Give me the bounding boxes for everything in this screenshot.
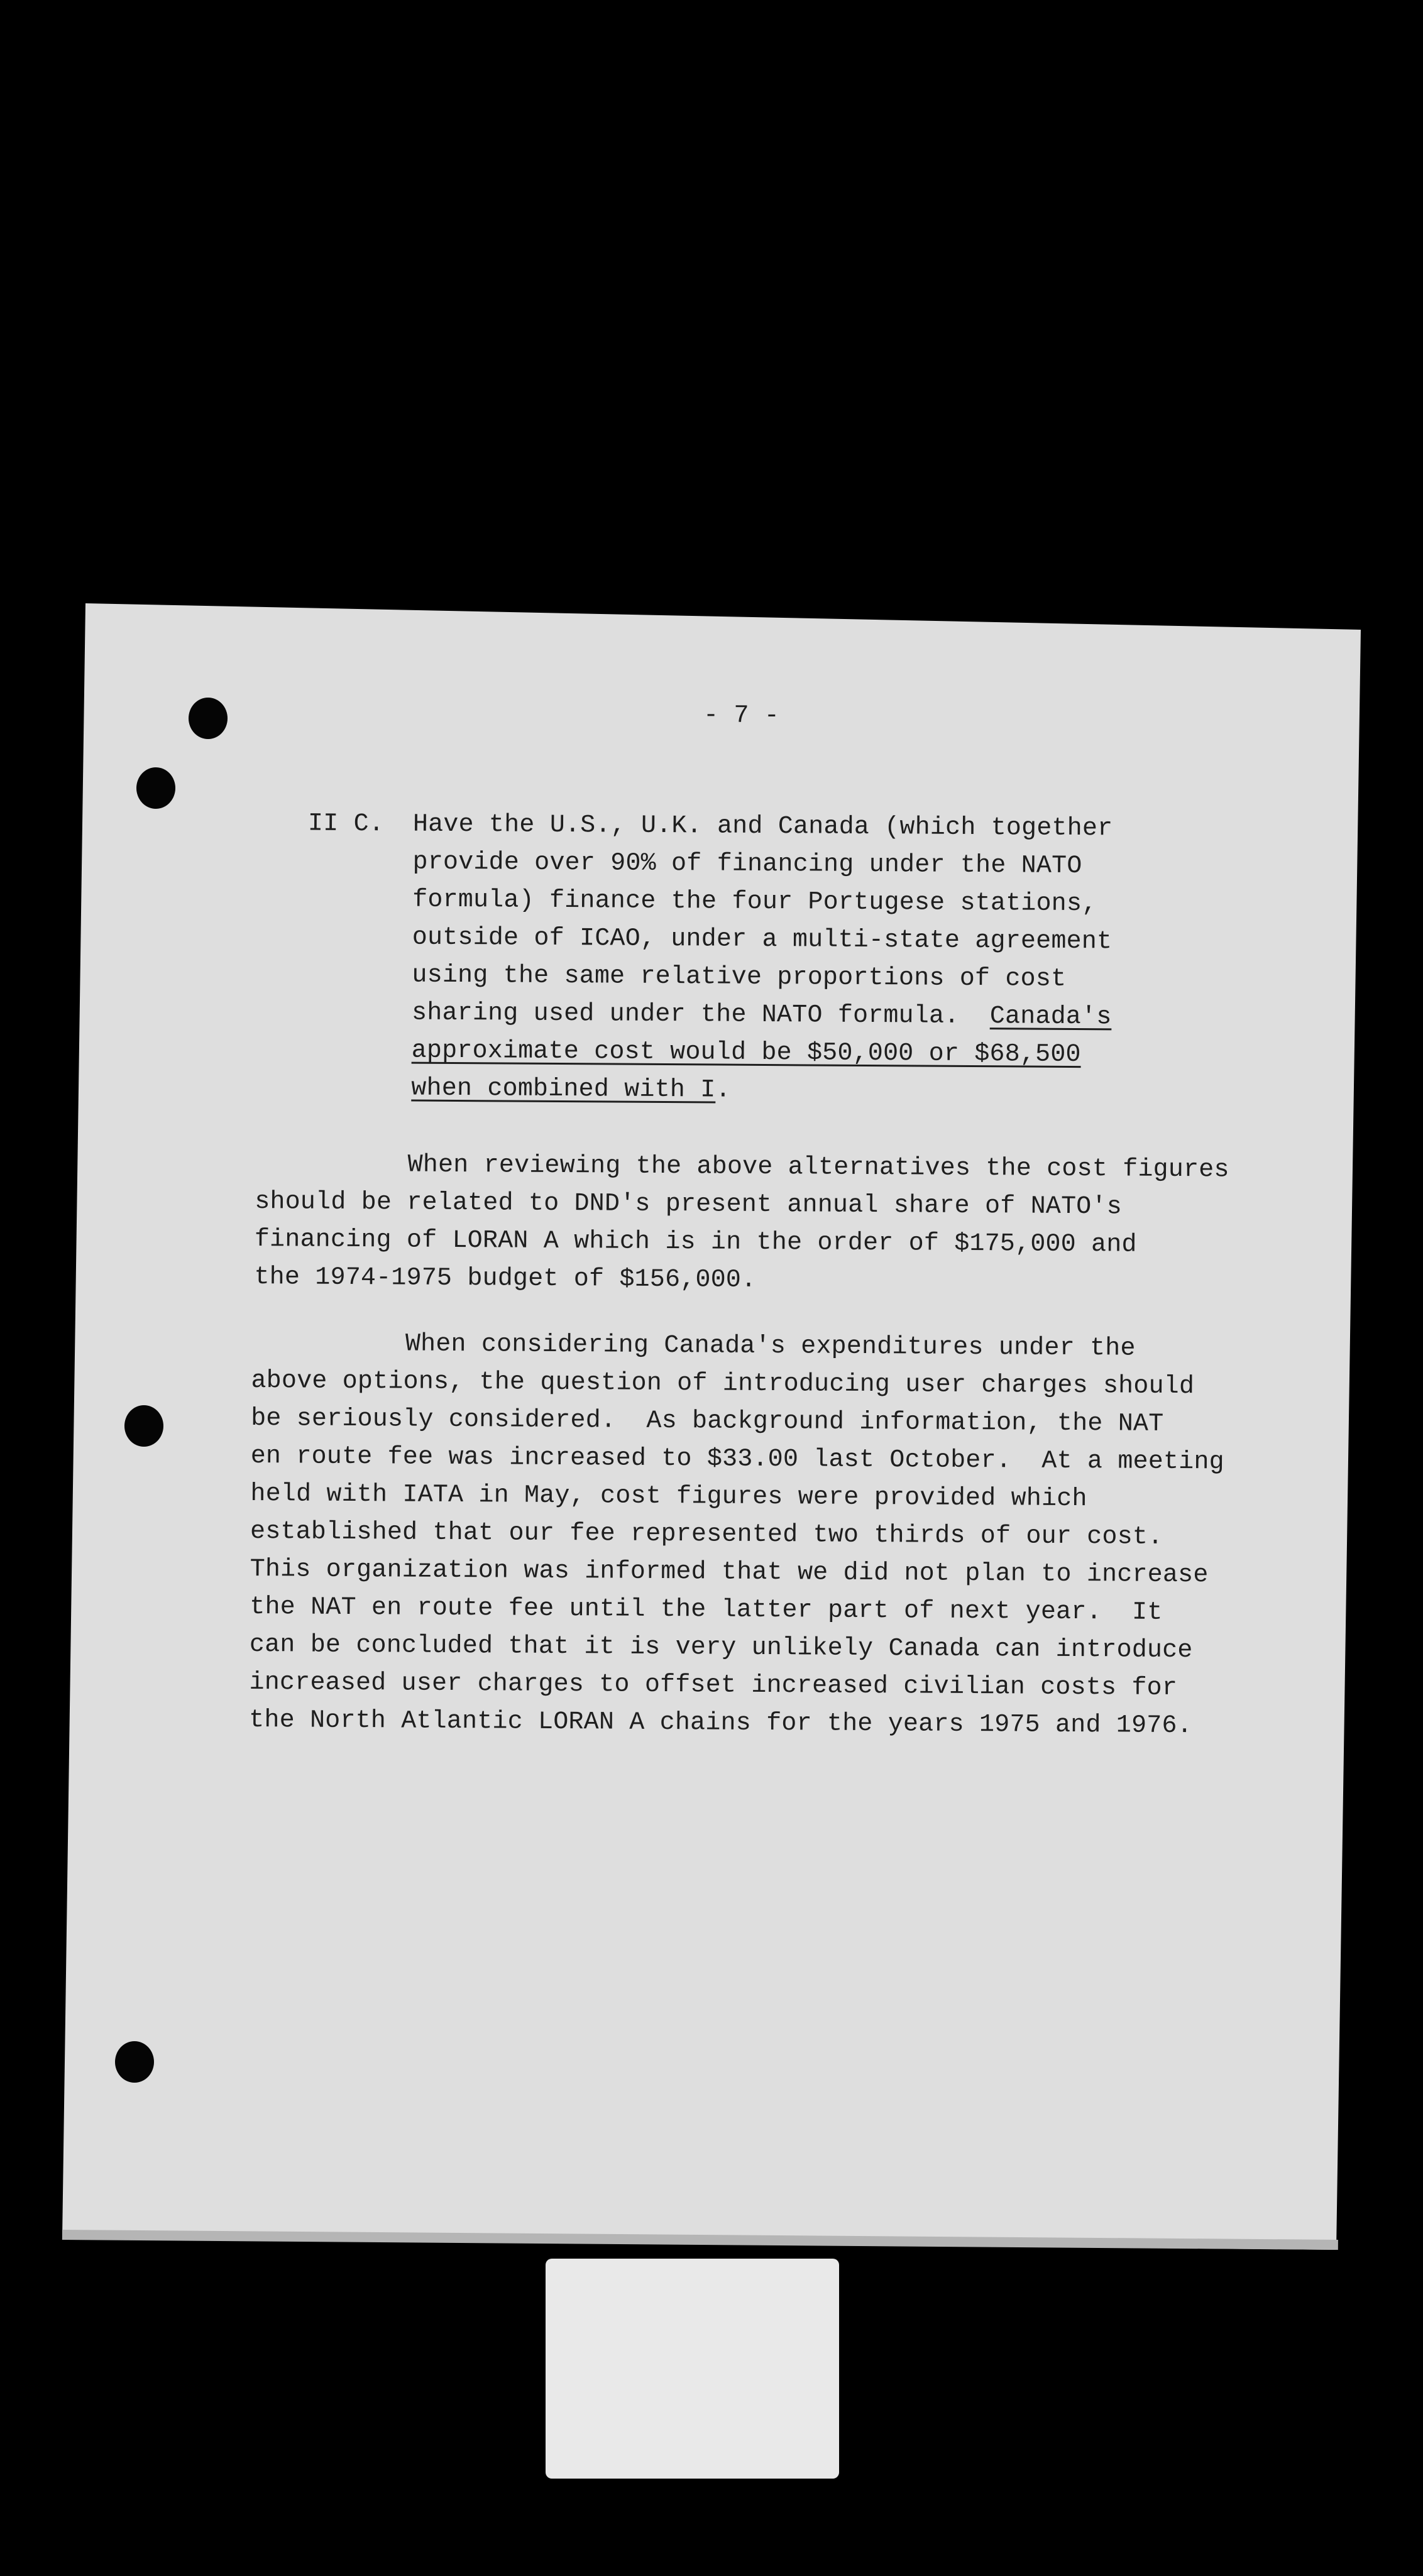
section-line: using the same relative proportions of cost bbox=[412, 961, 1067, 994]
paragraph-line: can be concluded that it is very unlikely Canada can introduce bbox=[249, 1631, 1193, 1665]
section-text: sharing used under the NATO formula. bbox=[411, 999, 990, 1031]
paragraph-line: en route fee was increased to $33.00 last October. At a meeting bbox=[250, 1442, 1224, 1477]
paragraph-line: held with IATA in May, cost figures were provided which bbox=[250, 1480, 1087, 1514]
underlined-text: approximate cost would be $50,000 or $68,500 bbox=[411, 1036, 1081, 1070]
paragraph-line: established that our fee represented two thirds of our cost. bbox=[250, 1518, 1163, 1552]
underlined-text: when combined with I bbox=[411, 1074, 716, 1105]
section-line bbox=[411, 1075, 731, 1105]
paragraph-line: be seriously considered. As background information, the NAT bbox=[251, 1405, 1164, 1439]
page-number: - 7 - bbox=[703, 701, 780, 731]
paragraph-line: the NAT en route fee until the latter part of next year. It bbox=[250, 1593, 1163, 1627]
section-line: provide over 90% of financing under the NATO bbox=[412, 848, 1082, 881]
paragraph-line: the 1974-1975 budget of $156,000. bbox=[254, 1263, 757, 1295]
section-label: II C. bbox=[307, 809, 385, 839]
paragraph-line: When considering Canada's expenditures under the bbox=[405, 1330, 1136, 1363]
paragraph-line: financing of LORAN A which is in the order of $175,000 and bbox=[254, 1225, 1137, 1259]
paragraph-line: above options, the question of introducing user charges should bbox=[251, 1367, 1195, 1401]
section-line: outside of ICAO, under a multi-state agreement bbox=[412, 923, 1113, 956]
paragraph-line: the North Atlantic LORAN A chains for the years 1975 and 1976. bbox=[249, 1706, 1192, 1741]
section-line bbox=[412, 999, 1112, 1032]
section-text: . bbox=[715, 1076, 731, 1105]
section-line: formula) finance the four Portugese stations, bbox=[412, 885, 1097, 919]
paragraph-line: When reviewing the above alternatives the cost figures bbox=[407, 1151, 1229, 1185]
paragraph-line: This organization was informed that we did not plan to increase bbox=[250, 1555, 1209, 1590]
paragraph-line: should be related to DND's present annual share of NATO's bbox=[255, 1188, 1122, 1222]
section-line: Have the U.S., U.K. and Canada (which together bbox=[412, 810, 1113, 843]
underlined-text: Canada's bbox=[989, 1002, 1112, 1032]
paragraph-line: increased user charges to offset increased civilian costs for bbox=[249, 1669, 1178, 1703]
